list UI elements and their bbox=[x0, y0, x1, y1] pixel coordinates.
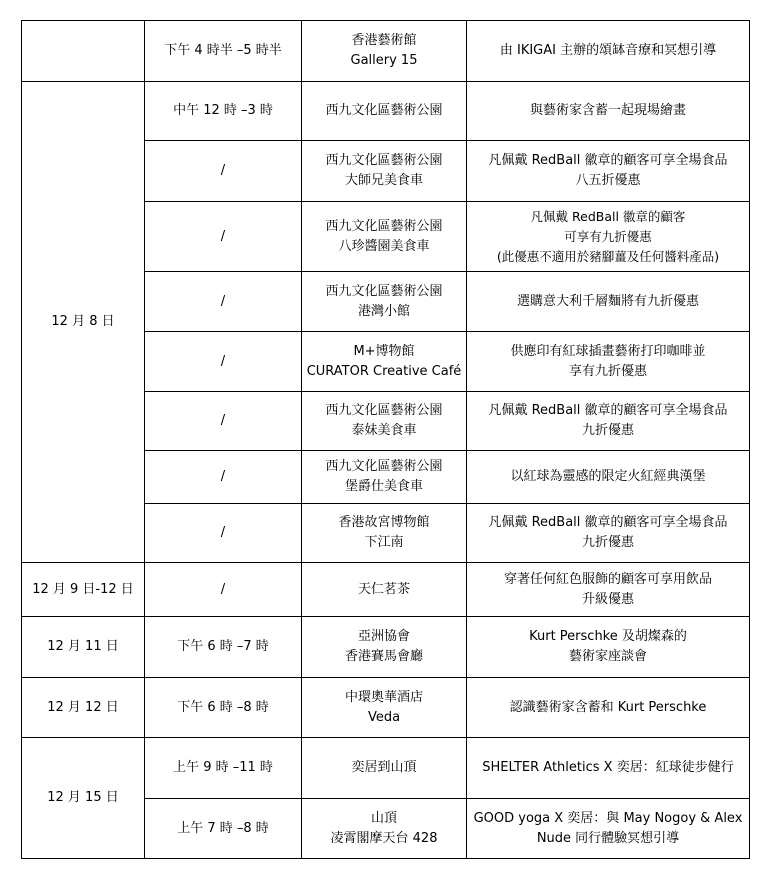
venue-line: 西九文化區藝術公園 bbox=[325, 153, 443, 168]
description-cell bbox=[467, 504, 750, 563]
description-line: 九折優惠 bbox=[581, 423, 634, 438]
time-cell: / bbox=[145, 332, 302, 392]
venue-line: 西九文化區藝術公園 bbox=[325, 283, 443, 299]
time-cell: / bbox=[145, 504, 302, 563]
description-cell bbox=[467, 799, 750, 859]
venue-cell bbox=[302, 678, 467, 738]
table-row bbox=[22, 678, 750, 738]
schedule-table bbox=[21, 20, 750, 859]
venue-line: 奕居到山頂 bbox=[351, 760, 417, 775]
venue-cell bbox=[302, 332, 467, 392]
description-line: SHELTER Athletics X 奕居：紅球徒步健行 bbox=[482, 760, 734, 775]
venue-line: 天仁茗茶 bbox=[357, 581, 410, 597]
time-cell: / bbox=[145, 563, 302, 617]
description-cell bbox=[467, 451, 750, 504]
venue-cell bbox=[302, 504, 467, 563]
date-cell: 12 月 8 日 bbox=[22, 82, 145, 563]
description-line: 以紅球為靈感的限定火紅經典漢堡 bbox=[510, 469, 706, 484]
description-cell bbox=[467, 563, 750, 617]
description-line: Kurt Perschke 及胡燦森的 bbox=[529, 629, 687, 644]
description-line: 凡佩戴 RedBall 徽章的顧客可享全場食品 bbox=[488, 515, 728, 530]
time-cell: 上午 7 時 –8 時 bbox=[145, 799, 302, 859]
description-cell bbox=[467, 332, 750, 392]
time-cell: / bbox=[145, 451, 302, 504]
venue-line: 中環奧華酒店 bbox=[344, 689, 423, 705]
venue-line: 香港賽馬會廳 bbox=[344, 649, 423, 664]
description-cell bbox=[467, 82, 750, 141]
description-line: 升級優惠 bbox=[581, 591, 634, 607]
venue-line: 香港故宮博物館 bbox=[338, 515, 430, 530]
description-line: (此優惠不適用於豬腳薑及任何醬料產品) bbox=[496, 248, 720, 264]
venue-line: Veda bbox=[367, 709, 401, 725]
description-line: 認識藝術家含蓄和 Kurt Perschke bbox=[509, 699, 707, 715]
description-line: 與藝術家含蓄一起現場繪畫 bbox=[529, 103, 686, 118]
description-cell bbox=[467, 202, 750, 272]
description-cell bbox=[467, 738, 750, 799]
venue-line: 大師兄美食車 bbox=[344, 173, 423, 188]
venue-cell bbox=[302, 617, 467, 678]
table-row bbox=[22, 563, 750, 617]
description-line: 凡佩戴 RedBall 徽章的顧客可享全場食品 bbox=[488, 153, 728, 168]
venue-line: 西九文化區藝術公園 bbox=[325, 218, 443, 234]
description-cell bbox=[467, 617, 750, 678]
description-line: 八五折優惠 bbox=[575, 173, 641, 188]
description-cell bbox=[467, 141, 750, 202]
time-cell: / bbox=[145, 202, 302, 272]
time-cell: 中午 12 時 –3 時 bbox=[145, 82, 302, 141]
description-line: GOOD yoga X 奕居：與 May Nogoy & Alex bbox=[473, 810, 743, 826]
venue-cell bbox=[302, 82, 467, 141]
time-cell: 下午 6 時 –7 時 bbox=[145, 617, 302, 678]
time-cell: 上午 9 時 –11 時 bbox=[145, 738, 302, 799]
schedule-body bbox=[22, 21, 750, 859]
date-cell bbox=[22, 21, 145, 82]
venue-cell bbox=[302, 738, 467, 799]
venue-cell bbox=[302, 392, 467, 451]
description-line: 可享有九折優惠 bbox=[564, 228, 652, 244]
description-line: 凡佩戴 RedBall 徽章的顧客 bbox=[530, 208, 686, 224]
table-row bbox=[22, 617, 750, 678]
venue-cell bbox=[302, 21, 467, 82]
venue-line: Gallery 15 bbox=[350, 53, 418, 68]
venue-line: 亞洲協會 bbox=[357, 629, 410, 644]
venue-line: 港灣小館 bbox=[357, 303, 410, 319]
table-row bbox=[22, 21, 750, 82]
venue-line: M+博物館 bbox=[353, 343, 415, 359]
table-row bbox=[22, 82, 750, 141]
table-row bbox=[22, 738, 750, 799]
venue-line: 西九文化區藝術公園 bbox=[325, 403, 443, 418]
description-line: 凡佩戴 RedBall 徽章的顧客可享全場食品 bbox=[488, 403, 728, 418]
venue-cell bbox=[302, 202, 467, 272]
time-cell: / bbox=[145, 272, 302, 332]
venue-line: 堡爵仕美食車 bbox=[344, 479, 423, 494]
time-cell: 下午 6 時 –8 時 bbox=[145, 678, 302, 738]
venue-line: CURATOR Creative Café bbox=[306, 363, 462, 379]
venue-line: 八珍醬園美食車 bbox=[338, 238, 430, 254]
date-cell: 12 月 11 日 bbox=[22, 617, 145, 678]
description-line: 享有九折優惠 bbox=[568, 363, 647, 379]
description-line: 藝術家座談會 bbox=[568, 649, 647, 664]
venue-line: 西九文化區藝術公園 bbox=[325, 103, 443, 118]
venue-line: 山頂 bbox=[370, 810, 397, 826]
venue-line: 泰妹美食車 bbox=[351, 423, 417, 438]
description-line: 九折優惠 bbox=[581, 535, 634, 550]
description-line: Nude 同行體驗冥想引導 bbox=[536, 830, 680, 846]
description-line: 供應印有紅球插畫藝術打印咖啡並 bbox=[510, 343, 706, 359]
description-cell bbox=[467, 678, 750, 738]
time-cell: 下午 4 時半 –5 時半 bbox=[145, 21, 302, 82]
description-cell bbox=[467, 392, 750, 451]
venue-cell bbox=[302, 563, 467, 617]
venue-cell bbox=[302, 799, 467, 859]
time-cell: / bbox=[145, 392, 302, 451]
description-cell bbox=[467, 272, 750, 332]
description-cell bbox=[467, 21, 750, 82]
date-cell: 12 月 15 日 bbox=[22, 738, 145, 859]
description-line: 穿著任何紅色服飾的顧客可享用飲品 bbox=[503, 571, 712, 587]
date-cell: 12 月 12 日 bbox=[22, 678, 145, 738]
venue-line: 凌霄閣摩天台 428 bbox=[330, 830, 438, 846]
venue-line: 香港藝術館 bbox=[351, 33, 417, 48]
description-line: 由 IKIGAI 主辦的頌缽音療和冥想引導 bbox=[499, 43, 717, 58]
venue-cell bbox=[302, 272, 467, 332]
date-cell: 12 月 9 日-12 日 bbox=[22, 563, 145, 617]
description-line: 選購意大利千層麵將有九折優惠 bbox=[516, 293, 699, 309]
venue-line: 西九文化區藝術公園 bbox=[325, 459, 443, 474]
venue-line: 下江南 bbox=[364, 535, 404, 550]
venue-cell bbox=[302, 141, 467, 202]
venue-cell bbox=[302, 451, 467, 504]
time-cell: / bbox=[145, 141, 302, 202]
